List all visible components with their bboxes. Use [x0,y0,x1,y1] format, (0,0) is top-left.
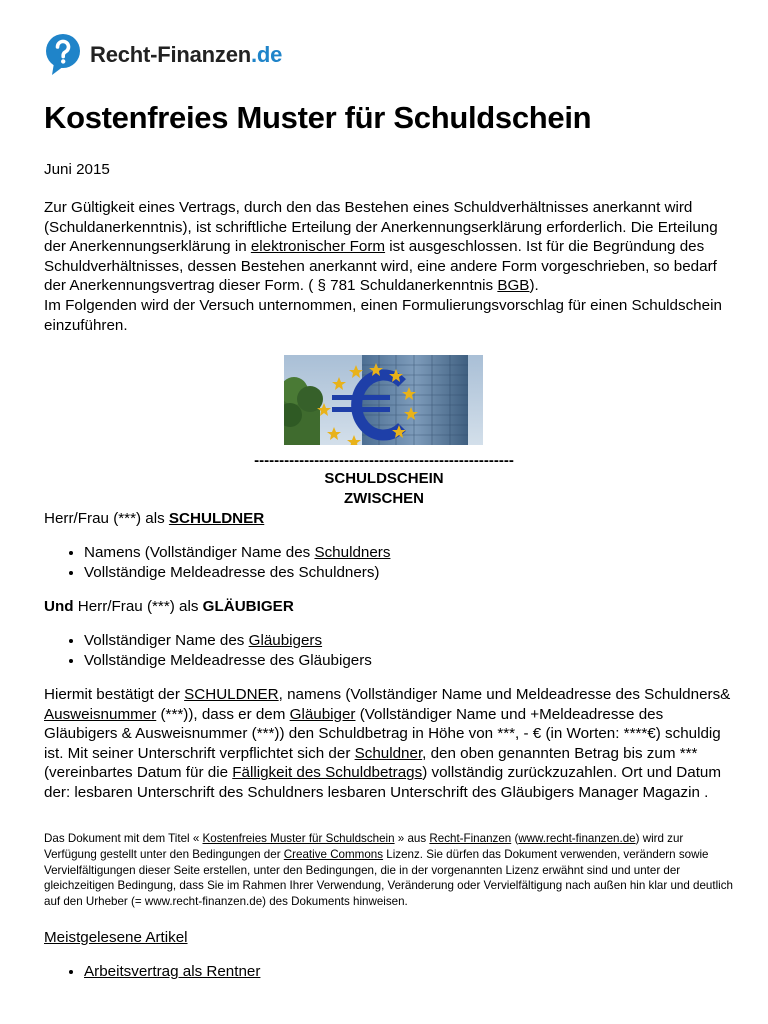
link-elektronische-form[interactable]: elektronischer Form [250,238,386,256]
intro-text-4: Im Folgenden wird der Versuch unternommen, einen Formulierungsvorschlag für einen Schuldschein einzuführen. [44,296,722,334]
list-item [84,651,372,671]
creditor-role: GLÄUBIGER [202,598,294,615]
list-item [84,962,260,982]
link-site-url[interactable]: www.recht-finanzen.de [518,832,636,845]
intro-paragraph [44,198,734,335]
link-most-read[interactable]: Meistgelesene Artikel [44,929,188,946]
list-item [84,543,390,563]
main-text-1: Hiermit bestätigt der [44,686,185,703]
page-title: Kostenfreies Muster für Schuldschein [44,100,592,135]
creditor-line [44,597,734,617]
und-label: Und [44,598,74,615]
most-read-list [44,962,260,982]
link-document-title[interactable]: Kostenfreies Muster für Schuldschein [202,832,395,845]
main-text-4: (Vollständiger Name und +Meldeadresse des Gläubigers & Ausweisnummer (***)) den Schuldbetrag in Höhe von ***, - € (in Worten: ****€) schuldig ist. Mit seiner Unterschrift verpflichtet sich der [44,705,721,762]
list-item [84,563,390,583]
logo-wordmark [90,42,282,68]
link-creative-commons[interactable]: Creative Commons [283,847,384,861]
link-arbeitsvertrag-rentner[interactable]: Arbeitsvertrag als Rentner [84,963,261,980]
euro-sculpture-image [284,355,483,445]
creditor-list [44,631,372,670]
contract-subheading: ZWISCHEN [344,490,424,507]
legal-text-3: ( [511,832,519,845]
legal-text-1: Das Dokument mit dem Titel « [44,832,203,845]
legal-text-2: » aus [394,832,430,845]
main-text-5: , den oben genannten Betrag bis zum ***(vereinbartes Datum für die [44,744,698,782]
logo-tld: .de [251,42,283,67]
main-text-2: , namens (Vollständiger Name und Meldeadresse des Schuldners& [278,686,731,703]
separator-line: ---------------------------------------------------- [254,452,514,469]
intro-text-2: ist ausgeschlossen. Ist für die Begründung des Schuldverhältnisses, dessen Bestehen anerkannt wird, eine andere Form vorgeschrieben, so bedarf der Anerkennungsvertrag dieser Form. ( § 781 Schuldanerkenntnis [44,238,717,295]
legal-text-5: Lizenz. Sie dürfen das Dokument verwenden, verändern sowie Vervielfältigungen dieser Seite erstellen, unter den Bedingungen, die in der vorgenannten Lizenz erwähnt sind und unter der gleichzeitigen Bedingung, dass Sie im Rahmen Ihrer Verwendung, Veränderung oder Vervielfältigung nach außen hin klar und deutlich auf den Urheber (= www.recht-finanzen.de) des Dokuments hinweisen. [44,847,733,909]
main-text-6: ) vollständig zurückzuzahlen. Ort und Datum der: lesbaren Unterschrift des Schuldners lesbaren Unterschrift des Gläubigers Manager Magazin . [44,764,722,801]
most-read-heading [44,928,734,948]
legal-text-4: ) wird zur Verfügung gestellt unter den Bedingungen der [44,832,684,861]
link-faelligkeit[interactable]: Fälligkeit des Schuldbetrags [232,764,423,782]
link-glaeubigers[interactable]: Gläubigers [248,632,323,649]
list-item-text: Namens (Vollständiger Name des [84,544,315,561]
main-text-3: (***)), dass er dem [156,705,290,723]
link-bgb[interactable]: BGB [497,277,530,295]
intro-text-3: ). [529,277,539,295]
main-paragraph [44,685,734,803]
list-item [84,631,372,651]
link-recht-finanzen[interactable]: Recht-Finanzen [429,832,512,845]
link-schuldners[interactable]: Schuldners [314,544,391,561]
debtor-prefix: Herr/Frau (***) als [44,510,169,527]
contract-heading: SCHULDSCHEIN [324,470,444,487]
license-notice [44,831,734,910]
list-item-text: Vollständige Meldeadresse des Schuldners) [84,563,380,581]
intro-text-1: Zur Gültigkeit eines Vertrags, durch den das Bestehen eines Schuldverhältnisses anerkannt wird (Schuldanerkenntnis), ist schriftliche Erteilung der Anerkennungserklärung erforderlich. Die Erteilung der Anerkennungserklärung in [44,199,718,256]
list-item-text: Vollständiger Name des [84,632,249,649]
debtor-line [44,509,734,529]
creditor-prefix: Herr/Frau (***) als [73,598,203,615]
link-schuldner-main[interactable]: SCHULDNER [184,686,279,703]
link-ausweisnummer[interactable]: Ausweisnummer [44,705,157,723]
logo-name: Recht-Finanzen [90,42,251,67]
list-item-text: Vollständige Meldeadresse des Gläubigers [84,651,372,669]
publish-date: Juni 2015 [44,161,110,178]
link-schuldner-2[interactable]: Schuldner [354,744,423,762]
question-bubble-icon [44,33,84,77]
link-schuldner[interactable]: SCHULDNER [168,510,265,527]
site-logo[interactable] [44,33,282,77]
link-glaeubiger[interactable]: Gläubiger [289,705,356,723]
debtor-list [44,543,390,582]
